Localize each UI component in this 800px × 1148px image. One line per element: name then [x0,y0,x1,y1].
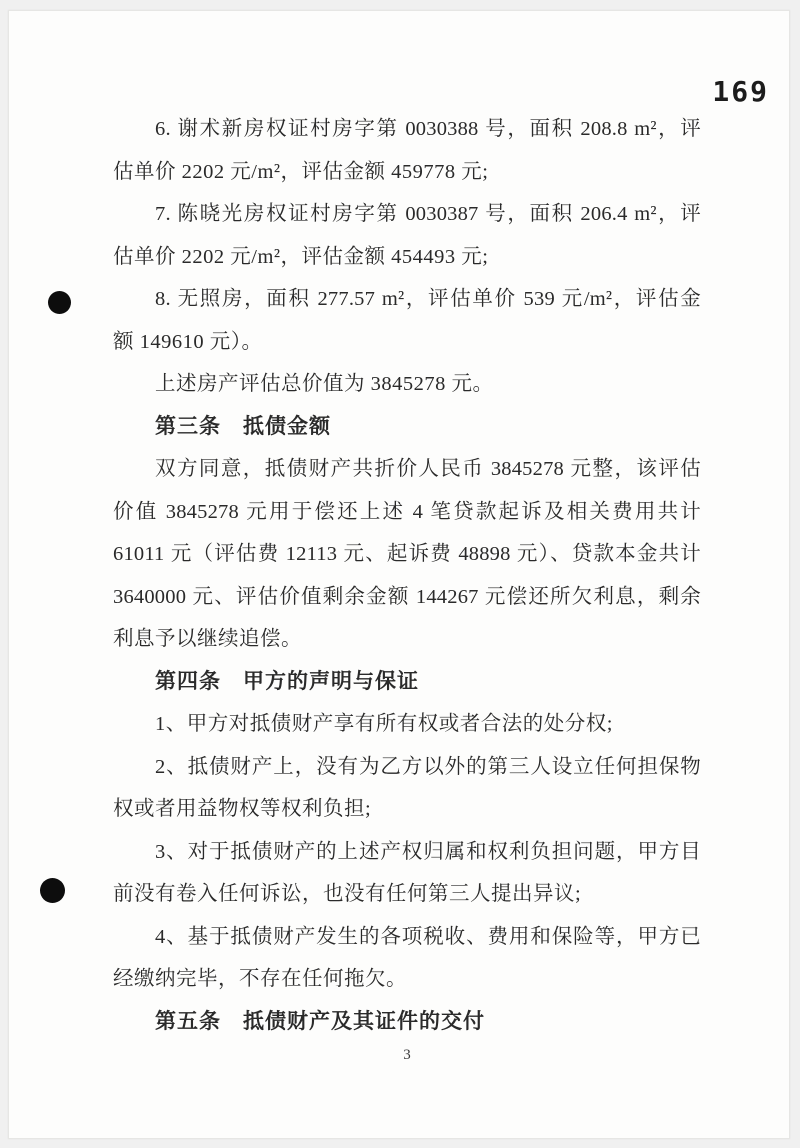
document-page [8,10,790,1139]
text-line: 利息予以继续追偿。 [113,628,302,650]
text-line: 前没有卷入任何诉讼，也没有任何第三人提出异议; [113,883,582,905]
text-line: 价值 3845278 元用于偿还上述 4 笔贷款起诉及相关费用共计 [113,500,701,523]
section-heading: 第四条 甲方的声明与保证 [155,669,419,693]
text-line: 权或者用益物权等权利负担; [113,798,372,820]
text-line: 2、抵债财产上，没有为乙方以外的第三人设立任何担保物 [155,755,701,778]
text-line: 估单价 2202 元/m²，评估金额 454493 元; [113,245,489,268]
text-line: 61011 元（评估费 12113 元、起诉费 48898 元）、贷款本金共计 [113,543,701,565]
text-line: 7. 陈晓光房权证村房字第 0030387 号，面积 206.4 m²，评 [155,203,701,225]
text-line: 6. 谢术新房权证村房字第 0030388 号，面积 208.8 m²，评 [155,118,701,140]
text-line: 经缴纳完毕，不存在任何拖欠。 [113,968,407,990]
hole-punch-dot [40,878,65,903]
section-heading: 第五条 抵债财产及其证件的交付 [155,1009,485,1033]
contract-text-block [113,108,701,1043]
section-heading: 第三条 抵债金额 [155,414,331,438]
text-line: 额 149610 元）。 [113,330,263,353]
text-line: 8. 无照房，面积 277.57 m²，评估单价 539 元/m²，评估金 [155,288,701,310]
archive-page-stamp: 169 [712,75,769,108]
text-line: 估单价 2202 元/m²，评估金额 459778 元; [113,160,489,183]
text-line: 3、对于抵债财产的上述产权归属和权利负担问题，甲方目 [155,840,701,863]
hole-punch-dot [48,291,71,314]
text-line: 4、基于抵债财产发生的各项税收、费用和保险等，甲方已 [155,925,701,948]
text-line: 1、甲方对抵债财产享有所有权或者合法的处分权; [155,713,613,735]
text-line: 上述房产评估总价值为 3845278 元。 [155,373,494,395]
text-line: 双方同意，抵债财产共折价人民币 3845278 元整，该评估 [155,458,701,480]
text-line: 3640000 元、评估价值剩余金额 144267 元偿还所欠利息，剩余 [113,585,701,608]
footer-page-number: 3 [403,1047,411,1063]
